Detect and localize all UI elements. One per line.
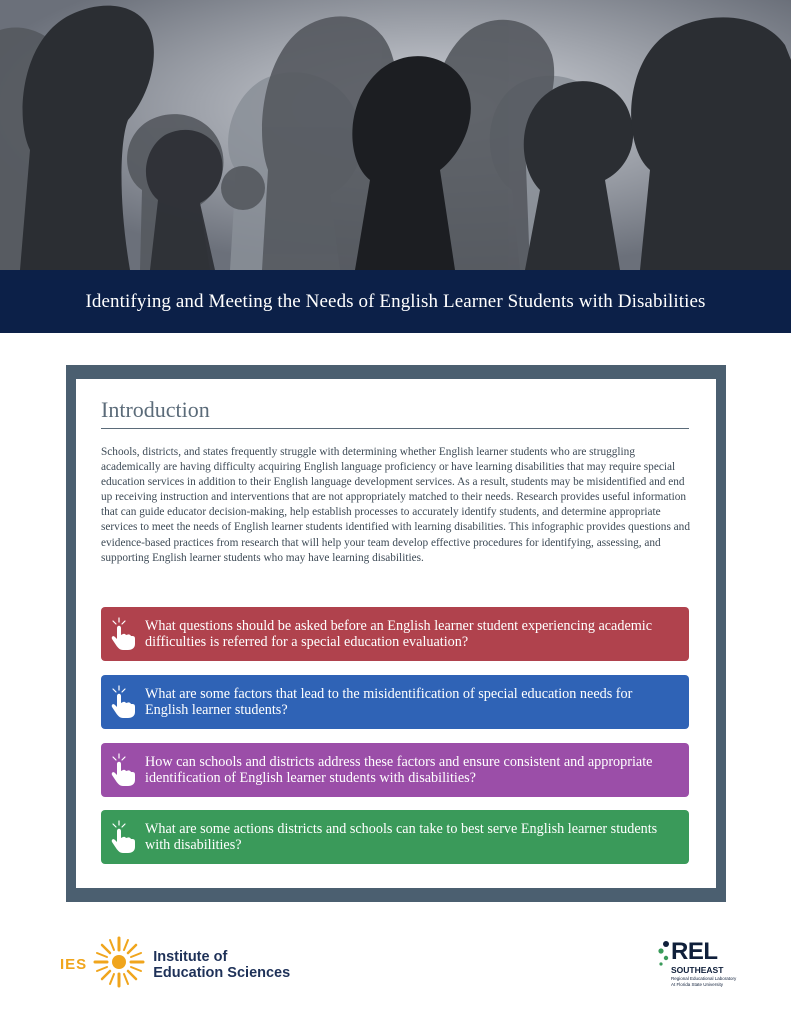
rel-dots-icon xyxy=(657,940,671,970)
question-button-2[interactable] xyxy=(101,675,689,729)
heading-rule xyxy=(101,428,689,429)
ies-letters: IES xyxy=(60,956,88,973)
rel-region: SOUTHEAST xyxy=(671,965,724,975)
intro-card xyxy=(76,379,716,888)
intro-frame xyxy=(66,365,726,902)
rel-wordmark: REL xyxy=(671,938,718,965)
question-text: What questions should be asked before an English learner student experiencing academic difficulties is referred for a special education evaluation? xyxy=(145,617,653,650)
pointing-hand-icon xyxy=(101,675,145,729)
rel-subtitle-1: Regional Educational Laboratory xyxy=(671,976,737,981)
sunburst-icon xyxy=(91,934,147,995)
pointing-hand-icon xyxy=(101,743,145,797)
intro-heading: Introduction xyxy=(101,397,210,422)
question-text: What are some actions districts and schools can take to best serve English learner students with disabilities? xyxy=(145,820,658,853)
title-banner xyxy=(0,270,791,333)
ies-name xyxy=(153,949,290,981)
hero-silhouettes-image xyxy=(0,0,791,270)
question-button-3[interactable] xyxy=(101,743,689,797)
intro-body: Schools, districts, and states frequently struggle with determining whether English learner students who are struggling academically are having difficulty acquiring English language proficiency or have learning disabilities that may require special education services in addition to their English language development services. As a result, students may be misidentified and end up receiving instruction and interventions that are not appropriately matched to their needs. Research provides useful information that can guide educator decision-making, help establish processes to accurately identify students, and determine appropriate services to meet the needs of English learner students identified with learning disabilities. This infographic provides questions and evidence-based practices from research that will help your team develop effective procedures for identifying, assessing, and supporting English learner students who may have learning disabilities. xyxy=(101,446,690,564)
question-text: What are some factors that lead to the misidentification of special education needs for English learner students? xyxy=(145,685,633,718)
document-title: Identifying and Meeting the Needs of English Learner Students with Disabilities xyxy=(85,290,706,312)
pointing-hand-icon xyxy=(101,607,145,661)
question-button-1[interactable] xyxy=(101,607,689,661)
ies-name-line2: Education Sciences xyxy=(153,964,291,981)
rel-subtitle-2: At Florida State University xyxy=(671,982,724,987)
question-text: How can schools and districts address these factors and ensure consistent and appropriate identification of English learner students with disabilities? xyxy=(145,753,653,786)
rel-southeast-logo[interactable] xyxy=(657,938,737,994)
ies-name-line1: Institute of xyxy=(153,948,228,965)
ies-logo[interactable] xyxy=(60,934,290,995)
pointing-hand-icon xyxy=(101,810,145,864)
question-button-4[interactable] xyxy=(101,810,689,864)
